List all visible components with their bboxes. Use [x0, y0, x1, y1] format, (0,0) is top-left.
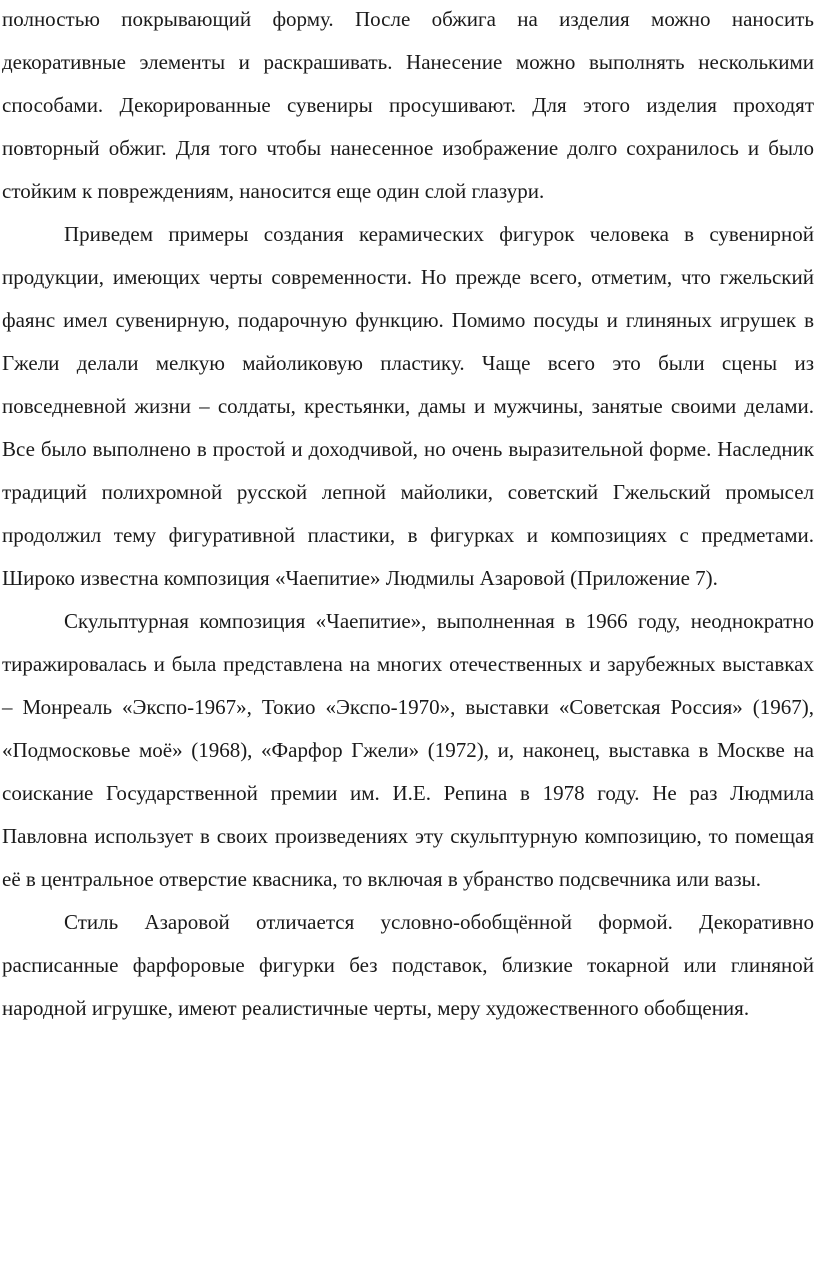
paragraph-azarova-style: Стиль Азаровой отличается условно-обобщённой формой. Декоративно расписанные фарфоровые фигурки без подставок, близкие токарной или глиняной народной игрушке, имеют реалистичные черты, меру художественного обобщения. [2, 910, 814, 1020]
paragraph-tea-party-composition: Скульптурная композиция «Чаепитие», выполненная в 1966 году, неоднократно тиражировалась и была представлена на многих отечественных и зарубежных выставках – Монреаль «Экспо-1967», Токио «Экспо-1970», выставки «Советская Россия» (1967), «Подмосковье моё» (1968), «Фарфор Гжели» (1972), и, наконец, выставка в Москве на соискание Государственной премии им. И.Е. Репина в 1978 году. Не раз Людмила Павловна использует в своих произведениях эту скульптурную композицию, то помещая её в центральное отверстие квасника, то включая в убранство подсвечника или вазы. [2, 609, 814, 891]
paragraph-glaze-firing: полностью покрывающий форму. После обжига на изделия можно наносить декоративные элементы и раскрашивать. Нанесение можно выполнять несколькими способами. Декорированные сувениры просушивают. Для этого изделия проходят повторный обжиг. Для того чтобы нанесенное изображение долго сохранилось и было стойким к повреждениям, наносится еще один слой глазури. [2, 7, 814, 203]
paragraph-ceramic-figurines: Приведем примеры создания керамических фигурок человека в сувенирной продукции, имеющих черты современности. Но прежде всего, отметим, что гжельский фаянс имел сувенирную, подарочную функцию. Помимо посуды и глиняных игрушек в Гжели делали мелкую майоликовую пластику. Чаще всего это были сцены из повседневной жизни – солдаты, крестьянки, дамы и мужчины, занятые своими делами. Все было выполнено в простой и доходчивой, но очень выразительной форме. Наследник традиций полихромной русской лепной майолики, советский Гжельский промысел продолжил тему фигуративной пластики, в фигурках и композициях с предметами. Широко известна композиция «Чаепитие» Людмилы Азаровой (Приложение 7). [2, 222, 814, 590]
